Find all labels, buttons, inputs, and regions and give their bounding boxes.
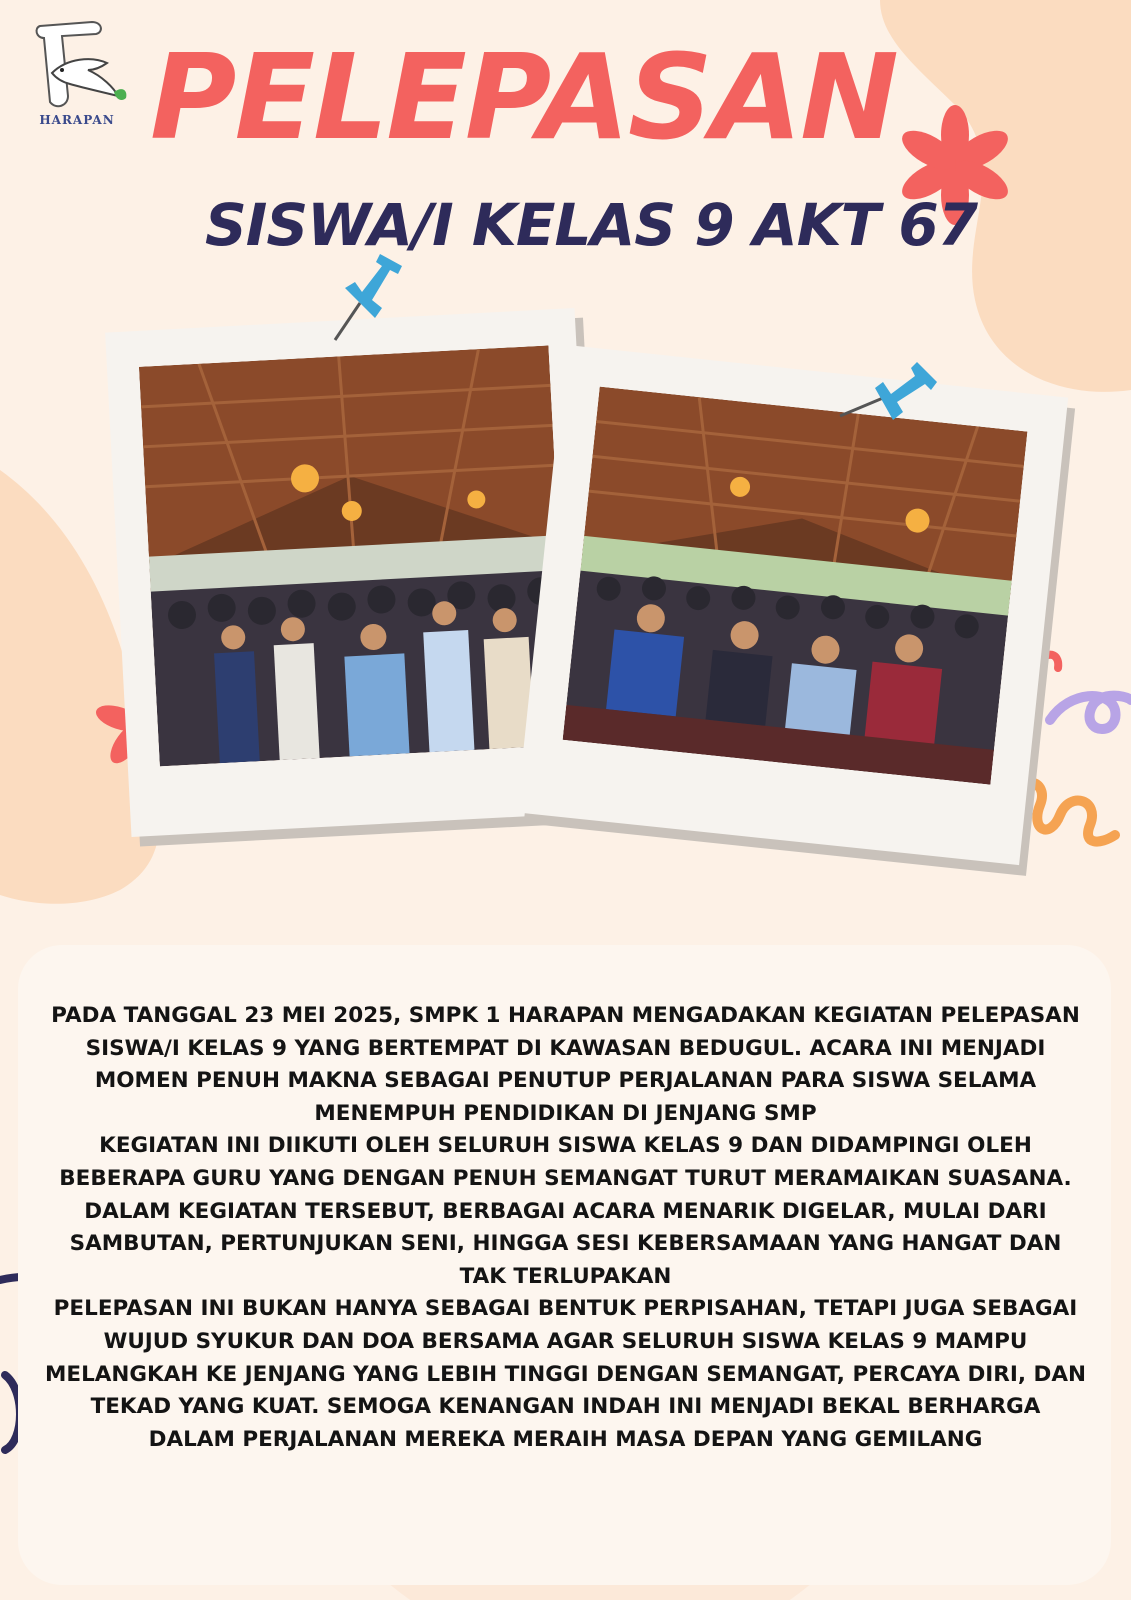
purple-squiggle-icon — [1050, 696, 1131, 729]
students-standing-pavilion-photo — [139, 345, 569, 766]
blue-pushpin-icon — [320, 248, 410, 348]
coral-curl-icon — [1040, 655, 1058, 668]
logo-label: HARAPAN — [39, 113, 115, 127]
page-title: PELEPASAN — [150, 28, 897, 166]
paragraph-closing: PELEPASAN INI BUKAN HANYA SEBAGAI BENTUK PERPISAHAN, TETAPI JUGA SEBAGAI WUJUD SYUKUR DAN DOA BERSAMA AGAR SELURUH SISWA KELAS 9 MAMPU MELANGKAH KE JENJANG YANG LEBIH TINGGI DENGAN SEMANGAT, PERCAYA DIRI, DAN TEKAD YANG KUAT. SEMOGA KENANGAN INDAH INI MENJADI BEKAL BERHARGA DALAM PERJALANAN MEREKA MERAIH MASA DEPAN YANG GEMILANG — [45, 1296, 1086, 1452]
description-text — [45, 1000, 1086, 1456]
paragraph-activities: KEGIATAN INI DIIKUTI OLEH SELURUH SISWA KELAS 9 DAN DIDAMPINGI OLEH BEBERAPA GURU YANG DENGAN PENUH SEMANGAT TURUT MERAMAIKAN SUASANA. DALAM KEGIATAN TERSEBUT, BERBAGAI ACARA MENARIK DIGELAR, MULAI DARI SAMBUTAN, PERTUNJUKAN SENI, HINGGA SESI KEBERSAMAAN YANG HANGAT DAN TAK TERLUPAKAN — [59, 1133, 1072, 1289]
dove-scroll-icon — [22, 18, 132, 114]
paragraph-intro: PADA TANGGAL 23 MEI 2025, SMPK 1 HARAPAN MENGADAKAN KEGIATAN PELEPASAN SISWA/I KELAS 9 YANG BERTEMPAT DI KAWASAN BEDUGUL. ACARA INI MENJADI MOMEN PENUH MAKNA SEBAGAI PENUTUP PERJALANAN PARA SISWA SELAMA MENEMPUH PENDIDIKAN DI JENJANG SMP — [51, 1003, 1080, 1126]
page-subtitle: SISWA/I KELAS 9 AKT 67 — [205, 191, 978, 259]
students-seated-pavilion-photo — [563, 387, 1028, 785]
blue-pushpin-icon — [835, 348, 945, 428]
polaroid-frame-right — [517, 345, 1068, 865]
